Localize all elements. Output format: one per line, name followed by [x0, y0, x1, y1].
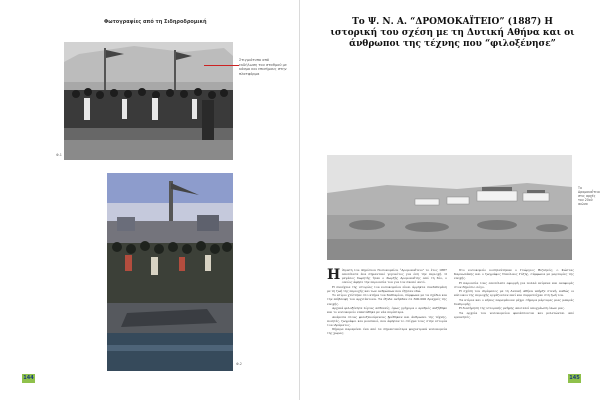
hospital-photo-caption: Το Δρομοκαΐτειο στις αρχές του 20ού αιώνα — [578, 186, 600, 206]
top-photo-caption: Στιγμιότυπο από εκδήλωση του σταθμού με κόσμο και επισήμους στην πλατφόρμα — [239, 58, 287, 76]
hospital-photo-illustration — [327, 155, 572, 260]
paragraph: Στο νοσοκομείο νοσηλεύτηκαν ο Γεώργιος Βιζυηνός, ο Κώστας Καρυωτάκης και ο ζωγράφος Νικόλαος Γύζης, σύμφωνα με μαρτυρίες της εποχής. — [454, 268, 574, 281]
paragraph: Αρχικά φιλοξένησε λίγους ασθενείς, όμως γρήγορα ο αριθμός αυξήθηκε και το νοσοκομείο επεκτάθηκε με νέα περίπτερα. — [327, 306, 447, 315]
page-number: 145 — [569, 375, 580, 381]
page-number: 144 — [23, 375, 34, 381]
paragraph: Το κτίριο χτίστηκε στο κτήμα του Χαϊδαρίου, σύμφωνα με τα σχέδια και την επίβλεψη του αρχιτέκτονα. Τα έξοδα ανήλθαν σε 300.000 δραχμές της εποχής. — [327, 293, 447, 306]
paragraph: Σήμερα παραμένει ένα από τα σημαντικότερα ψυχιατρικά νοσοκομεία της χώρας. — [327, 327, 447, 336]
crowd-photo-black-white — [64, 42, 233, 160]
figure-number: Φ.1 — [56, 153, 62, 157]
paragraph: Τα κτίρια και ο κήπος παραμένουν μέχρι σήμερα μάρτυρες μιας μακράς διαδρομής. — [454, 297, 574, 306]
caption-leader-line — [204, 65, 239, 66]
harbor-photo-color — [107, 173, 233, 371]
figure-number: Φ.2 — [236, 362, 242, 366]
crowd-photo-illustration — [64, 42, 233, 160]
article-column-1 — [327, 268, 447, 380]
article-column-2 — [454, 268, 574, 380]
section-heading: Φωτογραφίες από τη Σιδηροδρομική — [104, 19, 207, 25]
paragraph: Η συνέχεια της ιστορίας του νοσοκομείου είναι άρρηκτα συνδεδεμένη με τη ζωή της περιοχής και των ανθρώπων που έζησαν εδώ. — [327, 284, 447, 293]
paragraph: ίδρυση του Δημόσιου Νοσοκομείου “Δρομοκαΐτειο” το έτος 1887 αποτέλεσε ένα σημαντικό γεγονότος για όλη την περιοχή. Ο μεγάλος δωρητής ήταν ο Ζωρζής Δρομοκαΐτης από τη Χίο, ο οποίος άφησε την περιουσία του για τον σκοπό αυτό. — [341, 268, 447, 285]
paragraph: Η παρουσία τους αποτέλεσε αφορμή για πολλά κείμενα και αναφορές στον δημόσιο λόγο. — [454, 280, 574, 289]
drop-cap: Η — [327, 268, 341, 283]
paragraph: Ανάμεσα στους φιλοξενούμενους βρέθηκαν και άνθρωποι της τέχνης, ποιητές, ζωγράφοι και μουσικοί, που άφησαν το στίγμα τους στην ιστορία του ιδρύματος. — [327, 314, 447, 327]
paragraph: Τα αρχεία του νοσοκομείου φυλάσσονται και μελετώνται από ερευνητές. — [454, 310, 574, 319]
paragraph: Η σχέση του ιδρύματος με τη Δυτική Αθήνα υπήρξε στενή, καθώς οι κάτοικοι της περιοχής εργάζονταν εκεί και συμμετείχαν στη ζωή του. — [454, 289, 574, 298]
hospital-landscape-photo — [327, 155, 572, 260]
paragraph: Η διατήρηση της ιστορικής μνήμης αποτελεί υποχρέωση όλων μας. — [459, 306, 565, 311]
harbor-photo-illustration — [107, 173, 233, 371]
article-title: Το Ψ. Ν. Α. “ΔΡΟΜΟΚΑΪΤΕΙΟ” (1887) Η ιστορική του σχέση με τη Δυτική Αθήνα και οι άνθρωποι της τέχνης που “φιλοξένησε” — [330, 17, 575, 49]
